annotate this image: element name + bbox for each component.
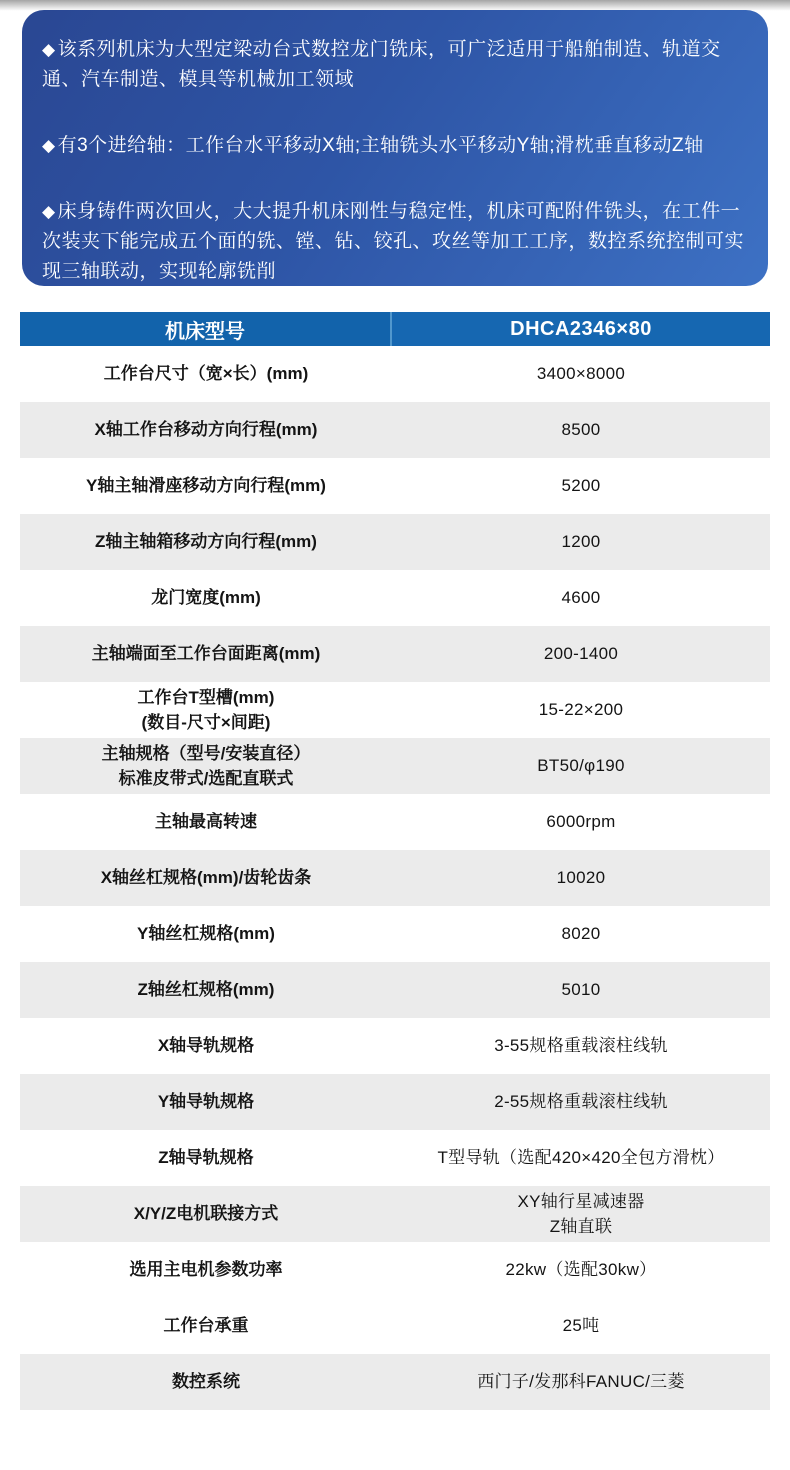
intro-bullet-1 [42,35,748,95]
intro-bullet-2-text: 有3个进给轴：工作台水平移动X轴;主轴铣头水平移动Y轴;滑枕垂直移动Z轴 [57,135,704,156]
spec-value-line1: 3400×8000 [536,364,626,384]
spec-label-line1: 工作台T型槽(mm) [137,687,275,707]
spec-label [20,1313,392,1339]
table-row [20,682,770,738]
intro-bullet-3 [42,197,748,287]
spec-label-line1: X/Y/Z电机联接方式 [133,1204,279,1224]
spec-label-line1: Z轴导轨规格 [158,1148,254,1168]
spec-value [392,921,770,947]
table-row [20,570,770,626]
spec-label-line1: Z轴丝杠规格(mm) [137,980,275,1000]
spec-value-line1: 西门子/发那科FANUC/三菱 [477,1372,685,1392]
spec-value-line1: T型导轨（选配420×420全包方滑枕） [437,1148,725,1168]
spec-label-line1: 数控系统 [172,1372,240,1392]
spec-label-line1: Y轴主轴滑座移动方向行程(mm) [86,476,326,496]
spec-value [392,809,770,835]
spec-value-line1: 25吨 [562,1316,600,1336]
spec-label [20,1145,392,1171]
spec-value-line1: 4600 [561,588,601,608]
table-row [20,346,770,402]
spec-value [392,1313,770,1339]
spec-label-line1: Y轴导轨规格 [157,1092,255,1112]
spec-label [20,1089,392,1115]
spec-label [20,1369,392,1395]
spec-label [20,641,392,667]
table-row [20,1018,770,1074]
spec-value [392,585,770,611]
spec-value-line1: 5010 [561,980,601,1000]
spec-label [20,417,392,443]
spec-value [392,1257,770,1283]
spec-value [392,697,770,723]
intro-bullet-2 [42,131,748,161]
diamond-bullet-icon: ◆ [42,136,56,155]
spec-label [20,473,392,499]
spec-rows [20,346,770,1410]
table-row [20,906,770,962]
spec-label [20,865,392,891]
spec-label-line1: X轴导轨规格 [157,1036,255,1056]
table-row [20,1298,770,1354]
spec-value-line1: 8020 [561,924,601,944]
table-row [20,1186,770,1242]
spec-value-line1: 8500 [561,420,601,440]
spec-label-line1: 主轴端面至工作台面距离(mm) [91,644,321,664]
spec-label-line1: 工作台尺寸（宽×长）(mm) [103,364,309,384]
spec-value-line1: 200-1400 [543,644,619,664]
spec-value [392,529,770,555]
spec-label-line1: Z轴主轴箱移动方向行程(mm) [95,532,317,552]
spec-value-line1: 15-22×200 [538,700,624,720]
spec-table [20,312,770,1410]
spec-value [392,1033,770,1059]
spec-label [20,361,392,387]
table-row [20,850,770,906]
spec-label [20,1201,392,1227]
spec-value-line1: 5200 [561,476,601,496]
spec-value [392,753,770,779]
spec-value [392,473,770,499]
spec-value-line1: 22kw（选配30kw） [505,1260,657,1280]
table-row [20,794,770,850]
spec-label [20,921,392,947]
spec-label-line1: 工作台承重 [163,1316,249,1336]
spec-value-line2: Z轴直联 [549,1217,613,1236]
spec-value [392,641,770,667]
table-row [20,1074,770,1130]
spec-value [392,361,770,387]
table-row [20,962,770,1018]
spec-value-line1: 3-55规格重载滚柱线轨 [494,1036,668,1056]
spec-label-line1: Y轴丝杠规格(mm) [137,924,275,944]
spec-value-line1: 2-55规格重载滚柱线轨 [494,1092,668,1112]
spec-label-line1: 选用主电机参数功率 [129,1260,283,1280]
spec-value-line1: 10020 [556,868,606,888]
table-row [20,514,770,570]
spec-label [20,809,392,835]
spec-label-line2: (数目-尺寸×间距) [141,713,271,732]
spec-header-model-value: DHCA2346×80 [392,312,770,346]
intro-bullet-1-text: 该系列机床为大型定梁动台式数控龙门铣床，可广泛适用于船舶制造、轨道交通、汽车制造、模具等机械加工领域 [42,39,721,90]
table-row [20,1130,770,1186]
spec-label-line1: 主轴规格（型号/安装直径） [101,743,311,763]
spec-label [20,529,392,555]
spec-value [392,1189,770,1240]
diamond-bullet-icon: ◆ [42,202,56,221]
spec-value [392,417,770,443]
table-row [20,626,770,682]
table-row [20,1354,770,1410]
spec-label [20,1257,392,1283]
spec-value [392,1145,770,1171]
spec-label-line1: 龙门宽度(mm) [151,588,261,608]
spec-label-line1: X轴丝杠规格(mm)/齿轮齿条 [100,868,312,888]
table-row [20,458,770,514]
spec-label [20,685,392,736]
spec-value-line1: 1200 [561,532,601,552]
table-row [20,1242,770,1298]
spec-value [392,1369,770,1395]
spec-label [20,585,392,611]
spec-value-line1: 6000rpm [546,812,616,832]
spec-label [20,977,392,1003]
spec-table-header [20,312,770,346]
spec-value [392,865,770,891]
spec-value [392,977,770,1003]
intro-bullet-3-text: 床身铸件两次回火，大大提升机床刚性与稳定性，机床可配附件铣头，在工件一次装夹下能完成五个面的铣、镗、钻、铰孔、攻丝等加工工序，数控系统控制可实现三轴联动，实现轮廓铣削 [42,201,745,282]
spec-label [20,741,392,792]
spec-value-line1: XY轴行星减速器 [517,1191,645,1211]
spec-label [20,1033,392,1059]
table-row [20,402,770,458]
diamond-bullet-icon: ◆ [42,40,56,59]
spec-label-line2: 标准皮带式/选配直联式 [118,769,294,788]
intro-card [22,10,768,286]
spec-value-line1: BT50/φ190 [537,756,625,776]
spec-value [392,1089,770,1115]
spec-header-param-label: 机床型号 [20,312,392,346]
spec-label-line1: X轴工作台移动方向行程(mm) [94,420,318,440]
table-row [20,738,770,794]
spec-label-line1: 主轴最高转速 [155,812,257,832]
